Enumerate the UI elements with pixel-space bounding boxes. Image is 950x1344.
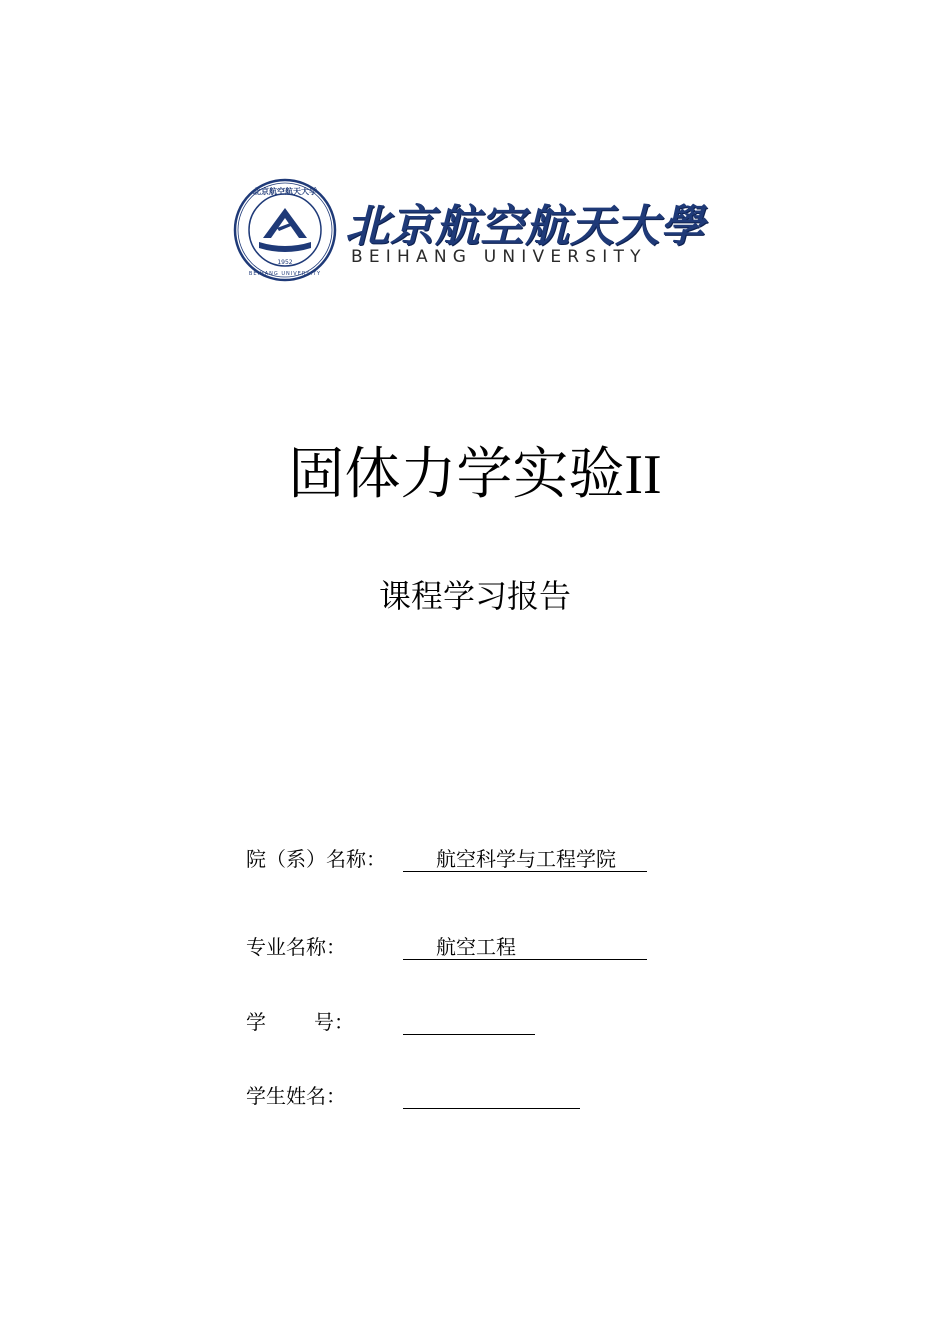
university-name-chinese: 北京航空航天大學 xyxy=(345,201,705,252)
report-subtitle: 课程学习报告 xyxy=(378,577,571,615)
seal-bottom-text: BEIHANG UNIVERSITY xyxy=(248,271,322,277)
report-title-main: 固体力学实验 xyxy=(288,442,625,507)
department-underline[interactable] xyxy=(403,844,647,872)
university-logo xyxy=(233,178,733,278)
student-id-label-part1: 学 xyxy=(246,1010,266,1034)
major-value: 航空工程 xyxy=(436,935,516,959)
major-underline[interactable] xyxy=(403,932,647,960)
seal-top-text: 北京航空航天大学 xyxy=(253,187,317,196)
department-value: 航空科学与工程学院 xyxy=(436,847,616,871)
seal-year: 1952 xyxy=(277,259,293,266)
major-label: 专业名称： xyxy=(246,935,346,959)
report-title-numeral: II xyxy=(624,444,662,506)
university-name-english: BEIHANG UNIVERSITY xyxy=(351,247,647,267)
student-id-underline[interactable] xyxy=(403,1007,535,1035)
student-name-label: 学生姓名： xyxy=(246,1084,346,1108)
report-title xyxy=(0,440,950,510)
student-name-underline[interactable] xyxy=(403,1081,580,1109)
university-seal-icon xyxy=(233,178,337,282)
student-id-label-part2: 号： xyxy=(314,1010,354,1034)
department-label: 院（系）名称： xyxy=(246,847,386,871)
